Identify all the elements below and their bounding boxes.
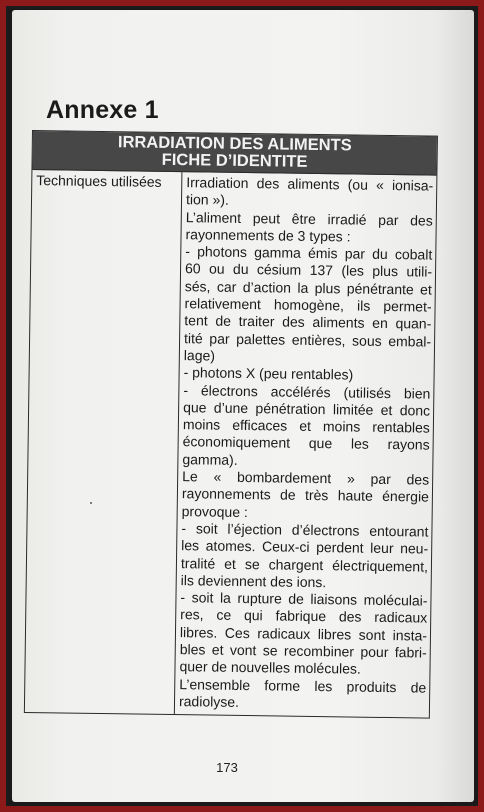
- content-line: - soit l’éjection d’électrons entourant: [181, 520, 429, 540]
- content-line: bles et vont se recombiner pour fabri-: [179, 641, 427, 661]
- content-line: relativement homogène, ils permet-: [184, 295, 432, 315]
- content-line: gamma).: [182, 450, 238, 468]
- table-row: [25, 170, 437, 718]
- content-line: rayonnements de très haute énergie: [181, 485, 430, 505]
- table-header-line-1: IRRADIATION DES ALIMENTS: [117, 133, 352, 155]
- content-line: moins efficaces et moins rentables: [182, 416, 430, 436]
- content-line: L’ensemble forme les produits de: [179, 675, 427, 696]
- annex-title: Annexe 1: [46, 96, 159, 124]
- content-line: - soit la rupture de liaisons moléculai-: [180, 589, 428, 609]
- row-label: Techniques utilisées: [25, 170, 183, 714]
- content-line: ils deviennent des ions.: [180, 571, 327, 590]
- book-page: [12, 10, 474, 802]
- content-line: lage): [183, 347, 216, 364]
- content-line: quer de nouvelles molécules.: [179, 658, 361, 677]
- content-line: Irradiation des aliments (ou « ionisa-: [186, 174, 434, 194]
- table-header-line-2: FICHE D’IDENTITE: [161, 150, 308, 171]
- content-line: libres. Ces radicaux libres sont insta-: [179, 623, 428, 644]
- table-header: [32, 131, 437, 176]
- content-line: radiolyse.: [178, 693, 240, 710]
- content-line: - photons X (peu rentables): [183, 364, 354, 383]
- content-line: provoque :: [181, 502, 248, 520]
- content-line: les atomes. Ceux-ci perdent leur neu-: [181, 537, 429, 557]
- content-line: 60 ou du césium 137 (les plus utili-: [184, 260, 433, 281]
- content-line: - photons gamma émis par du cobalt: [185, 243, 433, 263]
- content-line: sés, car d’action la plus pénétrante et: [184, 277, 432, 298]
- content-line: - électrons accélérés (utilisés bien: [183, 381, 431, 402]
- content-line: tité par palettes entières, sous embal-: [184, 329, 432, 350]
- content-line: res, ce qui fabrique des radicaux: [180, 606, 428, 626]
- row-content: [175, 172, 437, 718]
- content-line: Le « bombardement » par des: [182, 468, 430, 488]
- content-line: tent de traiter des aliments en quan-: [184, 312, 432, 332]
- page-number: 173: [216, 760, 238, 775]
- content-line: tion »).: [185, 191, 229, 209]
- content-line: rayonnements de 3 types :: [185, 226, 351, 245]
- content-line: que d’une pénétration limitée et donc: [183, 398, 431, 419]
- content-line: tralité et se chargent électriquement,: [180, 554, 429, 575]
- content-line: économiquement que les rayons: [182, 433, 430, 454]
- identity-table: [24, 130, 438, 719]
- content-line: L’aliment peut être irradié par des: [185, 208, 433, 229]
